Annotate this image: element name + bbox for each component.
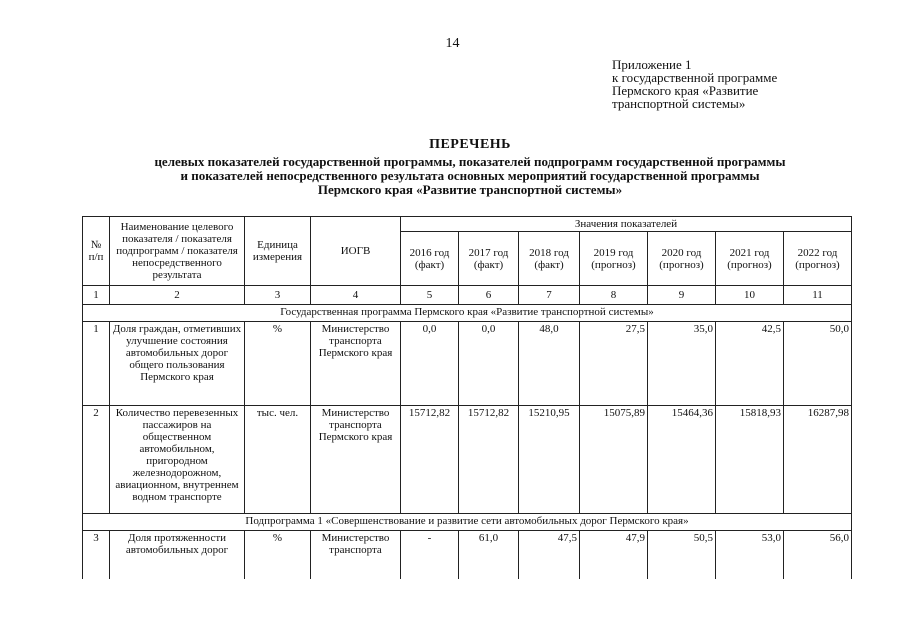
column-number: 11	[784, 286, 852, 305]
row-value: 50,5	[648, 531, 716, 591]
row-value: 15712,82	[459, 406, 519, 514]
document-subtitle	[80, 155, 860, 197]
appendix-note	[612, 58, 777, 110]
header-values-group: Значения показателей	[401, 217, 852, 232]
column-number: 8	[580, 286, 648, 305]
row-value: 50,0	[784, 322, 852, 406]
column-number: 5	[401, 286, 459, 305]
appendix-line: транспортной системы»	[612, 96, 746, 111]
table-row	[83, 406, 852, 514]
header-year: 2017 год (факт)	[459, 232, 519, 286]
row-unit: %	[245, 531, 311, 591]
row-iogv: Министерство транспорта	[311, 531, 401, 591]
header-year: 2018 год (факт)	[519, 232, 580, 286]
column-number: 9	[648, 286, 716, 305]
table-row	[83, 322, 852, 406]
indicators-table	[82, 216, 852, 591]
row-value: 0,0	[401, 322, 459, 406]
appendix-line: Приложение 1	[612, 57, 692, 72]
row-value: 15818,93	[716, 406, 784, 514]
row-iogv: Министерство транспорта Пермского края	[311, 406, 401, 514]
header-year: 2016 год (факт)	[401, 232, 459, 286]
header-year: 2022 год (прогноз)	[784, 232, 852, 286]
column-number: 1	[83, 286, 110, 305]
row-iogv: Министерство транспорта Пермского края	[311, 322, 401, 406]
subtitle-line: целевых показателей государственной программы, показателей подпрограмм государственной программы	[154, 154, 786, 169]
header-row	[83, 217, 852, 232]
row-value: 53,0	[716, 531, 784, 591]
row-name: Количество перевезенных пассажиров на общественном автомобильном, пригородном железнодорожном, авиационном, внутреннем водном транспорте	[110, 406, 245, 514]
row-name: Доля протяженности автомобильных дорог	[110, 531, 245, 591]
section-title: Государственная программа Пермского края «Развитие транспортной системы»	[83, 305, 852, 322]
row-value: 0,0	[459, 322, 519, 406]
row-value: 42,5	[716, 322, 784, 406]
row-value: 35,0	[648, 322, 716, 406]
column-number: 3	[245, 286, 311, 305]
row-value: 16287,98	[784, 406, 852, 514]
header-year: 2019 год (прогноз)	[580, 232, 648, 286]
section-title: Подпрограмма 1 «Совершенствование и развитие сети автомобильных дорог Пермского края»	[83, 514, 852, 531]
header-year: 2021 год (прогноз)	[716, 232, 784, 286]
row-value: 15075,89	[580, 406, 648, 514]
document-title: ПЕРЕЧЕНЬ	[429, 137, 511, 152]
row-value: -	[401, 531, 459, 591]
appendix-line: Пермского края «Развитие	[612, 83, 759, 98]
header-unit: Единица измерения	[245, 217, 311, 286]
column-number: 2	[110, 286, 245, 305]
row-unit: тыс. чел.	[245, 406, 311, 514]
header-iogv: ИОГВ	[311, 217, 401, 286]
header-name: Наименование целевого показателя / показателя подпрограмм / показателя непосредственного результата	[110, 217, 245, 286]
column-number: 7	[519, 286, 580, 305]
row-value: 27,5	[580, 322, 648, 406]
header-num: № п/п	[83, 217, 110, 286]
row-value: 56,0	[784, 531, 852, 591]
page-crop	[0, 579, 905, 640]
appendix-line: к государственной программе	[612, 70, 778, 85]
row-name: Доля граждан, отметивших улучшение состояния автомобильных дорог общего пользования Пермского края	[110, 322, 245, 406]
row-value: 47,5	[519, 531, 580, 591]
header-year: 2020 год (прогноз)	[648, 232, 716, 286]
row-num: 1	[83, 322, 110, 406]
column-number: 4	[311, 286, 401, 305]
row-num: 2	[83, 406, 110, 514]
subtitle-line: Пермского края «Развитие транспортной системы»	[317, 182, 623, 197]
column-number: 6	[459, 286, 519, 305]
row-value: 15712,82	[401, 406, 459, 514]
section-row	[83, 305, 852, 322]
row-value: 15210,95	[519, 406, 580, 514]
row-value: 61,0	[459, 531, 519, 591]
subtitle-line: и показателей непосредственного результата основных мероприятий государственной программы	[180, 168, 760, 183]
row-value: 48,0	[519, 322, 580, 406]
column-numbers-row	[83, 286, 852, 305]
section-row	[83, 514, 852, 531]
row-value: 15464,36	[648, 406, 716, 514]
row-unit: %	[245, 322, 311, 406]
row-value: 47,9	[580, 531, 648, 591]
row-num: 3	[83, 531, 110, 591]
page-number: 14	[445, 36, 460, 51]
column-number: 10	[716, 286, 784, 305]
